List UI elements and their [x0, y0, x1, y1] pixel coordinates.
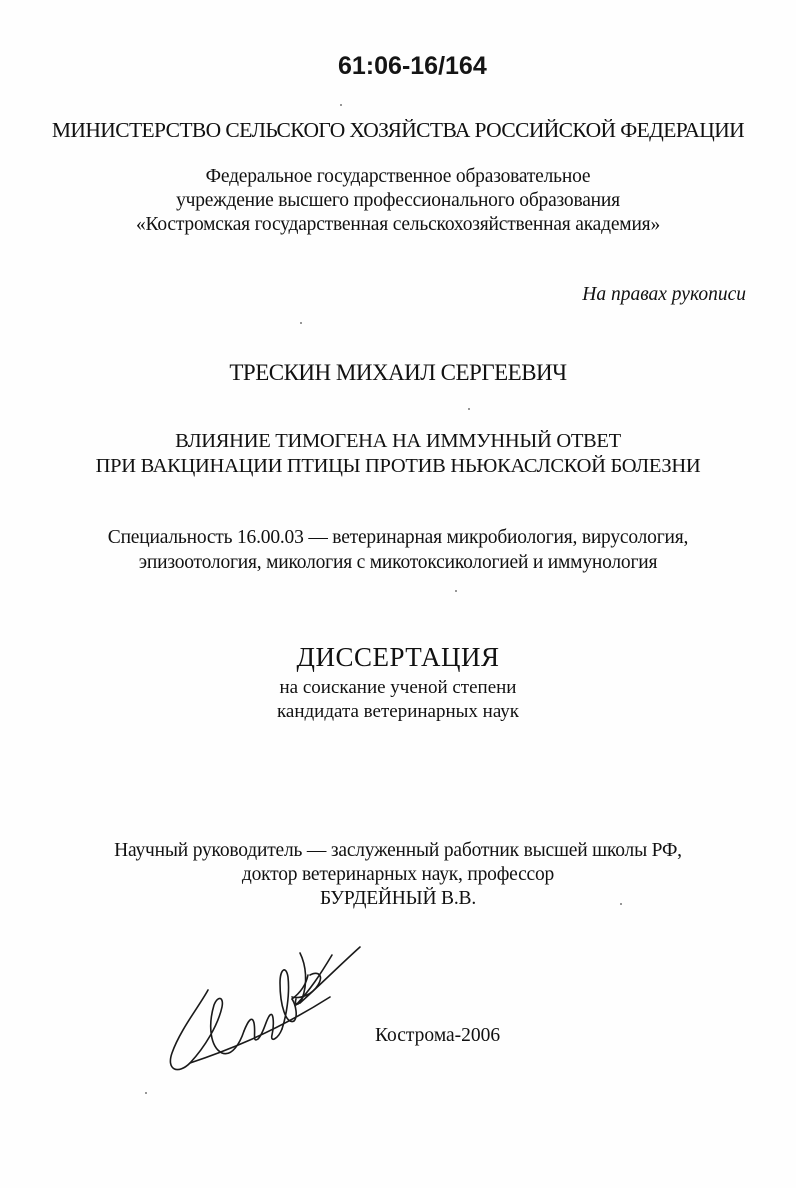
city-year: Кострома-2006	[375, 1025, 501, 1046]
scan-speck	[340, 104, 342, 106]
scan-speck	[468, 408, 470, 410]
author-name: ТРЕСКИН МИХАИЛ СЕРГЕЕВИЧ	[229, 360, 567, 385]
scan-speck	[620, 903, 622, 905]
registration-stamp-number: 61:06-16/164	[338, 52, 487, 80]
document-type-heading: ДИССЕРТАЦИЯ	[296, 642, 500, 672]
handwritten-signature	[160, 935, 370, 1080]
institution-line: «Костромская государственная сельскохозяйственная академия»	[135, 214, 661, 235]
supervisor-line: доктор ветеринарных наук, профессор	[241, 864, 555, 885]
scan-speck	[300, 322, 302, 324]
manuscript-rights-note: На правах рукописи	[582, 284, 746, 305]
ministry-heading: МИНИСТЕРСТВО СЕЛЬСКОГО ХОЗЯЙСТВА РОССИЙСКОЙ ФЕДЕРАЦИИ	[51, 118, 745, 142]
title-line: ВЛИЯНИЕ ТИМОГЕНА НА ИММУННЫЙ ОТВЕТ	[175, 430, 621, 452]
supervisor-line: Научный руководитель — заслуженный работник высшей школы РФ,	[114, 840, 682, 861]
specialty-line: эпизоотология, микология с микотоксикологией и иммунология	[138, 552, 658, 573]
scan-speck	[145, 1092, 147, 1094]
title-line: ПРИ ВАКЦИНАЦИИ ПТИЦЫ ПРОТИВ НЬЮКАСЛСКОЙ БОЛЕЗНИ	[95, 455, 701, 477]
institution-line: Федеральное государственное образовательное	[205, 166, 591, 187]
institution-line: учреждение высшего профессионального образования	[176, 190, 620, 211]
degree-line: кандидата ветеринарных наук	[276, 701, 520, 722]
specialty-line: Специальность 16.00.03 — ветеринарная микробиология, вирусология,	[107, 527, 689, 548]
supervisor-name: БУРДЕЙНЫЙ В.В.	[320, 888, 476, 909]
scan-speck	[455, 590, 457, 592]
degree-line: на соискание ученой степени	[279, 677, 517, 698]
